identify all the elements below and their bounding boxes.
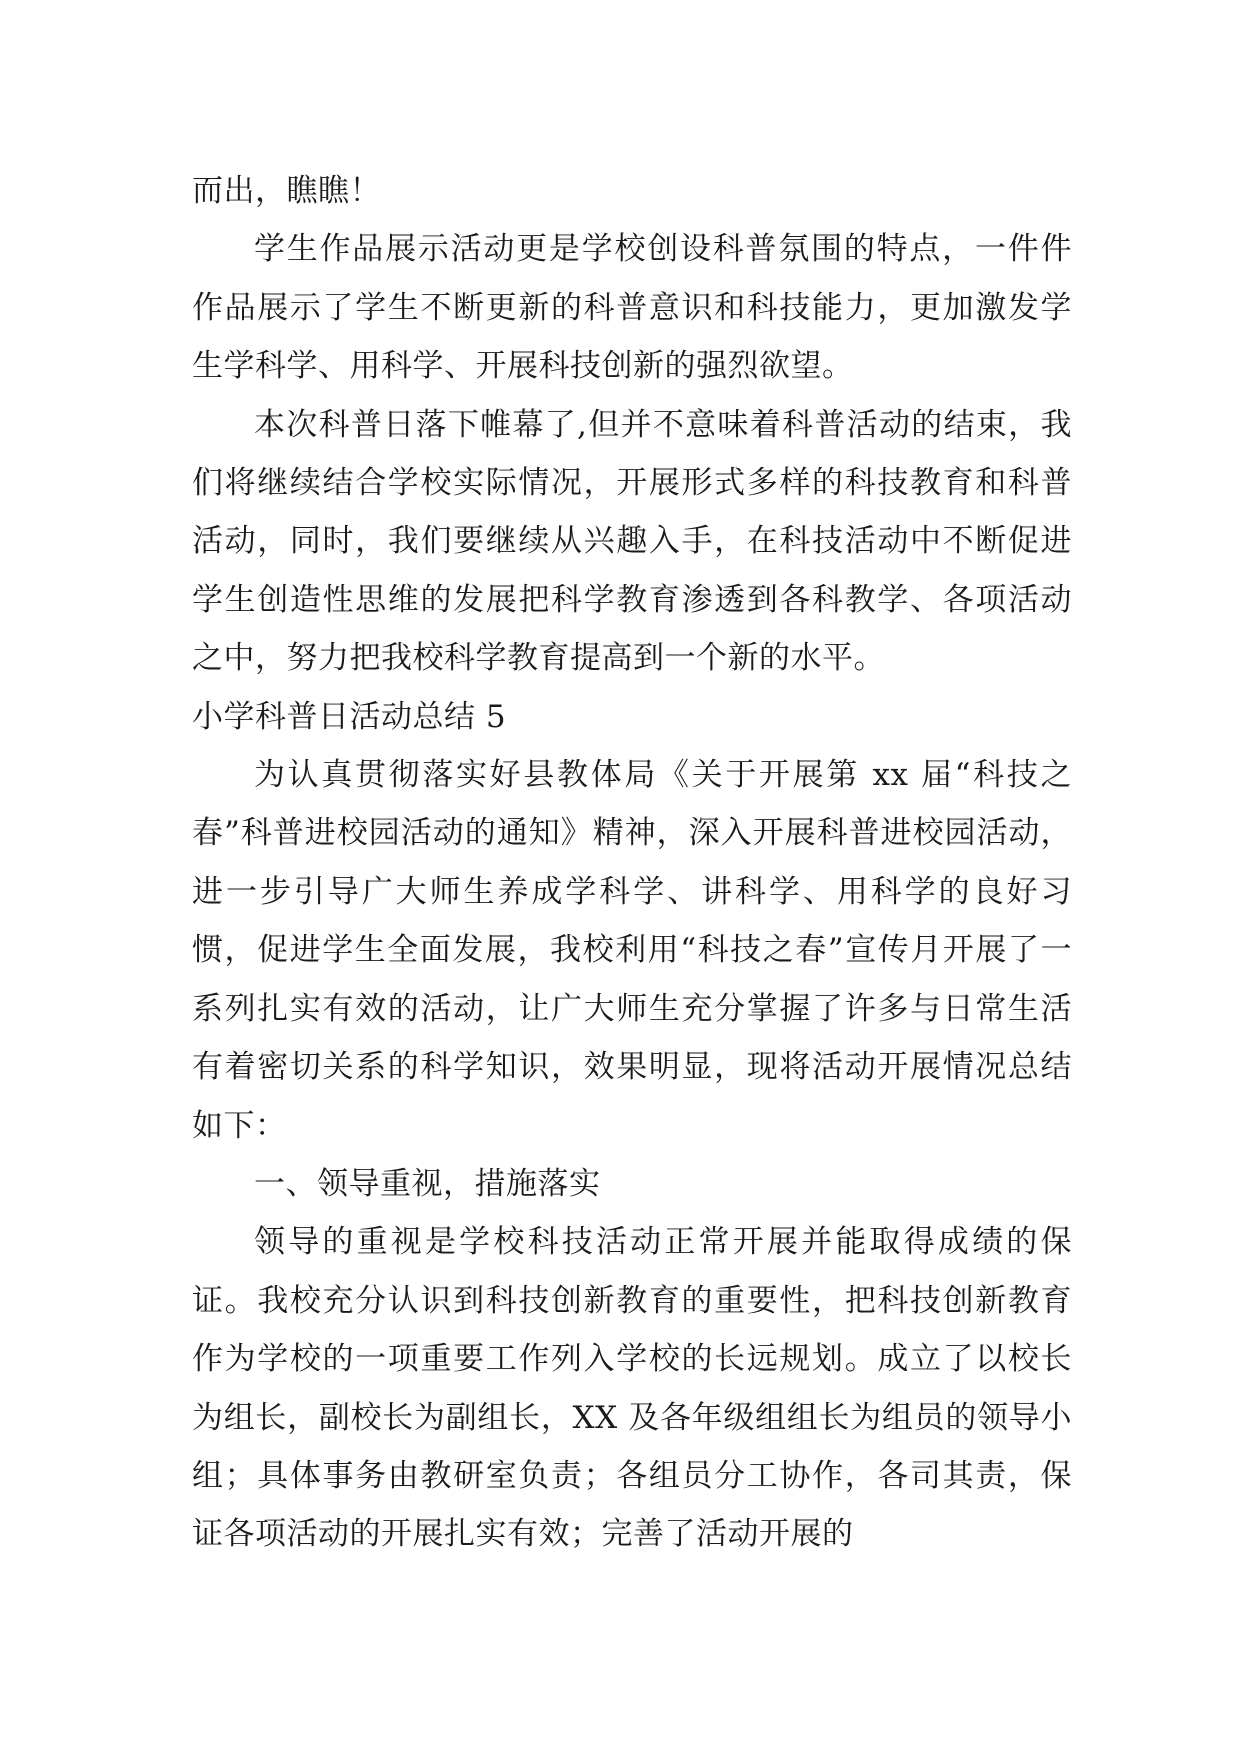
paragraph-leadership: 领导的重视是学校科技活动正常开展并能取得成绩的保证。我校充分认识到科技创新教育的重要性，把科技创新教育作为学校的一项重要工作列入学校的长远规划。成立了以校长为组长，副校长为副组长，XX 及各年级组组长为组员的领导小组；具体事务由教研室负责；各组员分工协作，各司其责，保证各项活动的开展扎实有效；完善了活动开展的 [192, 1224, 1072, 1553]
document-body [192, 162, 1072, 1564]
paragraph-conclusion: 本次科普日落下帷幕了,但并不意味着科普活动的结束，我们将继续结合学校实际情况，开展形式多样的科技教育和科普活动，同时，我们要继续从兴趣入手，在科技活动中不断促进学生创造性思维的发展把科学教育渗透到各科教学、各项活动之中，努力把我校科学教育提高到一个新的水平。 [192, 406, 1072, 677]
paragraph-student-works: 学生作品展示活动更是学校创设科普氛围的特点，一件件作品展示了学生不断更新的科普意识和科技能力，更加激发学生学科学、用科学、开展科技创新的强烈欲望。 [192, 231, 1072, 385]
paragraph-intro: 为认真贯彻落实好县教体局《关于开展第 xx 届“科技之春”科普进校园活动的通知》精神，深入开展科普进校园活动，进一步引导广大师生养成学科学、讲科学、用科学的良好习惯，促进学生全面发展，我校利用“科技之春”宣传月开展了一系列扎实有效的活动，让广大师生充分掌握了许多与日常生活有着密切关系的科学知识，效果明显，现将活动开展情况总结如下： [192, 757, 1072, 1144]
section-title: 小学科普日活动总结 5 [192, 698, 507, 735]
subsection-heading: 一、领导重视，措施落实 [254, 1165, 601, 1202]
paragraph-continuation: 而出，瞧瞧！ [192, 173, 381, 209]
